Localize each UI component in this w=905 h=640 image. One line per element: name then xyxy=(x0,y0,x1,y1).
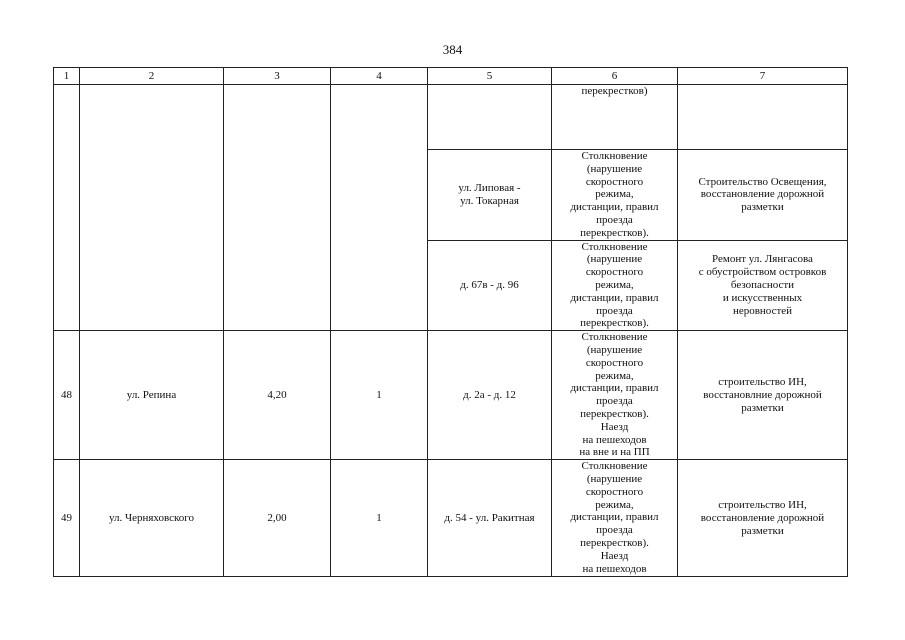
header-cell: 5 xyxy=(428,68,552,85)
cell-count: 1 xyxy=(331,331,428,460)
cell-measures: Строительство Освещения, восстановление дорожной разметки xyxy=(678,150,848,241)
data-table xyxy=(53,67,848,577)
header-cell: 7 xyxy=(678,68,848,85)
header-row xyxy=(54,68,848,85)
cell-street: ул. Репина xyxy=(80,331,224,460)
cell-measures: Ремонт ул. Лянгасова с обустройством островков безопасности и искусственных неровностей xyxy=(678,240,848,331)
cell-num-empty xyxy=(54,85,80,331)
header-cell: 6 xyxy=(552,68,678,85)
header-cell: 3 xyxy=(224,68,331,85)
cell-section: ул. Липовая - ул. Токарная xyxy=(428,150,552,241)
cell-measures: строительство ИН, восстановление дорожной разметки xyxy=(678,460,848,577)
cell-section: д. 67в - д. 96 xyxy=(428,240,552,331)
cell-section-empty xyxy=(428,85,552,150)
page-number: 384 xyxy=(442,42,463,57)
cell-cause: Столкновение (нарушение скоростного режима, дистанции, правил проезда перекрестков). Наезд на пешеходов на вне и на ПП xyxy=(552,331,678,460)
cell-num: 48 xyxy=(54,331,80,460)
cell-cause: Столкновение (нарушение скоростного режима, дистанции, правил проезда перекрестков). xyxy=(552,240,678,331)
cell-measures: строительство ИН, восстановлние дорожной разметки xyxy=(678,331,848,460)
cell-length: 4,20 xyxy=(224,331,331,460)
cell-cause: Столкновение (нарушение скоростного режима, дистанции, правил проезда перекрестков). Наезд на пешеходов xyxy=(552,460,678,577)
cell-length-empty xyxy=(224,85,331,331)
cell-cause: перекрестков) xyxy=(552,85,678,150)
header-cell: 1 xyxy=(54,68,80,85)
cell-count-empty xyxy=(331,85,428,331)
table-row xyxy=(54,331,848,460)
table-row xyxy=(54,460,848,577)
header-cell: 4 xyxy=(331,68,428,85)
table-row xyxy=(54,85,848,150)
cell-street: ул. Черняховского xyxy=(80,460,224,577)
cell-section: д. 54 - ул. Ракитная xyxy=(428,460,552,577)
cell-cause: Столкновение (нарушение скоростного режима, дистанции, правил проезда перекрестков). xyxy=(552,150,678,241)
cell-measures-empty xyxy=(678,85,848,150)
cell-length: 2,00 xyxy=(224,460,331,577)
cell-section: д. 2а - д. 12 xyxy=(428,331,552,460)
header-cell: 2 xyxy=(80,68,224,85)
cell-street-empty xyxy=(80,85,224,331)
cell-count: 1 xyxy=(331,460,428,577)
cell-num: 49 xyxy=(54,460,80,577)
